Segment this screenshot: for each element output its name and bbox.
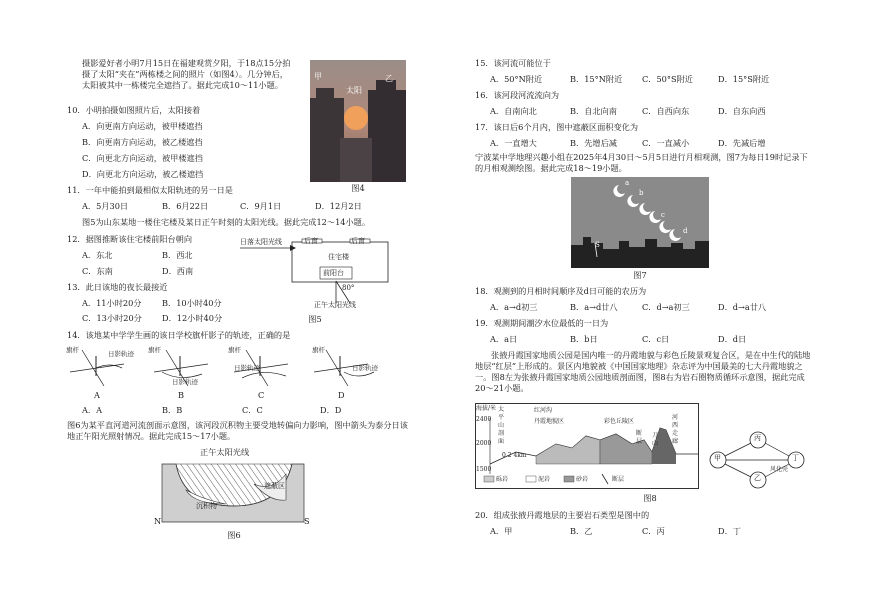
question-19: 19．观测期间潮汐水位最低的一日为: [475, 318, 609, 328]
fig6-sediment-label: 沉积物: [196, 502, 217, 510]
figure-8-profile: [475, 403, 699, 489]
q14-letter-b: B: [178, 390, 185, 400]
building-jia: [310, 98, 344, 182]
q12-option-b: B．西北: [162, 250, 193, 260]
sun: [344, 106, 368, 130]
q14-c-track: 日影轨迹: [234, 364, 260, 372]
q14-letter-d: D: [338, 390, 345, 400]
fig8-danxia-label: 丹霞地貌区: [534, 418, 565, 425]
fig6-shadow-label: 遮蔽区: [264, 482, 285, 490]
q19-option-a: A．a日: [490, 334, 518, 344]
q16-option-c: C．自西向东: [642, 106, 690, 116]
q14-b-track: 日影轨迹: [172, 378, 198, 386]
figure-8-rock-cycle: [708, 430, 808, 490]
q16-option-d: D．自东向西: [718, 106, 766, 116]
fig5-building-label: 住宅楼: [328, 253, 349, 261]
fig5-back-window-2: 后窗: [351, 237, 365, 245]
intro-paragraph-20-21: 张掖丹霞国家地质公园是国内唯一的丹霞地貌与彩色丘陵景观复合区，是在中生代的陆地地层“红层”上形成的。景区内地貌被《中国国家地理》杂志评为中国最美的七大丹霞地貌之一。图8左为张掖丹霞国家地质公园地质剖面图，图8右为岩石圈物质循环示意图，据此完成20～21小题。: [475, 350, 811, 394]
q12-option-c: C．东南: [82, 266, 113, 276]
q15-option-b: B．15°N附近: [570, 74, 623, 84]
legend-conglomerate: 砾岩: [496, 476, 509, 483]
q13-option-b: B．10小时40分: [162, 298, 222, 308]
q14-a-pole: 旗杆: [66, 346, 79, 354]
question-10: 10．小明拍摄如图照片后，太阳接着: [67, 105, 201, 115]
q20-option-b: B．乙: [570, 526, 593, 536]
q10-option-a: A．向更南方向运动，被甲楼遮挡: [82, 121, 203, 131]
moon-label-c: c: [661, 211, 665, 219]
q17-option-d: D．先减后增: [718, 138, 766, 148]
fig6-noon-label: 正午太阳光线: [200, 447, 250, 457]
q10-option-d: D．向更北方向运动，被乙楼遮挡: [82, 169, 204, 179]
q12-option-d: D．西南: [162, 266, 194, 276]
q14-letter-a: A: [94, 390, 100, 400]
moon-label-a: a: [625, 179, 630, 187]
q14-option-d: D．D: [320, 405, 342, 415]
fig8-y-2000: 2000: [476, 440, 492, 447]
fig5-noon-label: 正午太阳光线: [314, 301, 356, 309]
question-17: 17．该日后6个月内，图中遮蔽区面积变化为: [475, 122, 639, 132]
q20-option-c: C．丙: [642, 526, 665, 536]
q13-option-d: D．12小时40分: [162, 313, 223, 323]
fig4-label-yi: 乙: [385, 74, 393, 83]
q19-option-b: B．b日: [570, 334, 598, 344]
intro-paragraph-15-17: 图6为某平直河道河流剖面示意图，该河段沉积物主要受地转偏向力影响，图中箭头为泰分日该地正午阳光照射情况。据此完成15～17小题。: [67, 420, 408, 442]
fig4-label-jia: 甲: [314, 72, 322, 81]
intro-paragraph-10-11: 摄影爱好者小明7月15日在福建观赏夕阳，于18点15分拍摄了太阳“夹在”两栋楼之间的照片（如图4）。几分钟后，太阳被其中一栋楼完全遮挡了。据此完成10～11小题。: [82, 58, 291, 91]
q18-option-b: B．a→d廿八: [570, 302, 618, 312]
question-11: 11．一年中能拍到最相似太阳轨迹的另一日是: [67, 185, 233, 195]
figure-4-caption: 图4: [351, 183, 365, 193]
q17-option-a: A．一直增大: [490, 138, 537, 148]
q10-option-b: B．向更南方向运动，被乙楼遮挡: [82, 137, 203, 147]
q10-option-c: C．向更北方向运动，被甲楼遮挡: [82, 153, 203, 163]
q14-b-pole: 旗杆: [148, 346, 161, 354]
fig8-yaxis-label: 海拔/米: [476, 405, 497, 412]
q18-option-c: C．d→a初三: [642, 302, 690, 312]
q15-option-c: C．50°S附近: [642, 74, 693, 84]
fig8-y-2400: 2400: [476, 416, 492, 423]
q20-option-a: A．甲: [490, 526, 513, 536]
cycle-node-jia: 甲: [714, 454, 721, 462]
figure-8-caption: 图8: [643, 493, 657, 503]
q17-option-b: B．先增后减: [570, 138, 617, 148]
q15-option-a: A．50°N附近: [490, 74, 543, 84]
fig4-label-sun: 太阳: [346, 86, 362, 95]
moon-label-d: d: [683, 227, 688, 235]
q19-option-c: C．c日: [642, 334, 670, 344]
figure-7-caption: 图7: [633, 270, 647, 280]
q20-option-d: D．丁: [718, 526, 741, 536]
question-16: 16．该河段河流流向为: [475, 90, 560, 100]
q14-option-a: A．A: [82, 405, 103, 415]
q14-option-b: B．B: [162, 405, 183, 415]
intro-paragraph-12-14: 图5为山东某地一楼住宅楼及某日正午时刻的太阳光线。据此完成12～14小题。: [82, 217, 371, 227]
moon-a: [613, 185, 625, 197]
question-20: 20．组成张掖丹霞地层的主要岩石类型是图中的: [475, 510, 650, 520]
figure-4-photo: [310, 60, 406, 182]
q13-option-a: A．11小时20分: [82, 298, 142, 308]
figure-5-caption: 图5: [308, 314, 322, 324]
q14-a-track: 日影轨迹: [108, 350, 134, 358]
fig6-south-label: S: [304, 516, 310, 526]
figure-6-caption: 图6: [227, 530, 241, 540]
fig5-sunset-label: 日落太阳光线: [240, 238, 282, 246]
q19-option-d: D．d日: [718, 334, 747, 344]
fig5-angle-label: 80°: [342, 284, 355, 292]
fig5-back-window-1: 后窗: [304, 237, 318, 245]
fig8-daoshan-label: 刀山: [652, 432, 659, 448]
q18-option-d: D．d→a廿八: [718, 302, 767, 312]
q16-option-b: B．自北向南: [570, 106, 617, 116]
fig8-y-1500: 1500: [476, 466, 492, 473]
legend-sandstone: 砂岩: [576, 476, 589, 483]
q13-option-c: C．13小时20分: [82, 313, 142, 323]
q16-option-a: A．自南向北: [490, 106, 537, 116]
cycle-node-yi: 乙: [754, 474, 761, 482]
figure-5: [240, 233, 410, 318]
question-12: 12．据图推断该住宅楼前阳台朝向: [67, 234, 193, 244]
q15-option-d: D．15°S附近: [718, 74, 770, 84]
cycle-weathering-label: 风化壳: [770, 466, 789, 473]
cycle-node-ding: 丁: [792, 454, 799, 462]
question-14: 14．该地某中学学生画的该日学校旗杆影子的轨迹，正确的是: [67, 330, 291, 340]
cycle-node-bing: 丙: [754, 434, 761, 442]
legend-fault: 断层: [612, 476, 625, 483]
fig5-balcony-label: 前阳台: [323, 269, 344, 277]
q14-option-c: C．C: [242, 405, 263, 415]
fig8-fault-label: 断层: [636, 430, 643, 446]
q18-option-a: A．a→d初三: [490, 302, 538, 312]
q11-option-d: D．12月2日: [315, 201, 362, 211]
direction-s-label: S: [595, 241, 600, 249]
q14-diagrams: [62, 342, 382, 394]
q14-d-track: 日影轨迹: [352, 364, 378, 372]
fig8-scale-label: 0 2 4km: [502, 452, 527, 459]
fig8-hexi-label: 河西走廊: [672, 414, 679, 446]
figure-7: [571, 177, 709, 268]
q12-option-a: A．东北: [82, 250, 113, 260]
q14-d-pole: 旗杆: [312, 346, 325, 354]
fig8-redriver-label: 红河沟: [534, 407, 553, 414]
fig8-colorful-label: 彩色丘陵区: [604, 418, 635, 425]
q11-option-c: C．9月1日: [240, 201, 282, 211]
city-skyline: [571, 237, 709, 268]
q11-option-a: A．5月30日: [82, 201, 129, 211]
intro-paragraph-18-19: 宁波某中学地理兴趣小组在2025年4月30日～5月5日进行月相观测，图7为每日19时记录下的月相观测绘图。据此完成18～19小题。: [475, 152, 808, 174]
question-15: 15．该河流可能位于: [475, 58, 551, 68]
q11-option-b: B．6月22日: [162, 201, 209, 211]
q17-option-c: C．一直减小: [642, 138, 690, 148]
figure-6: [154, 444, 314, 532]
building-yi: [368, 90, 406, 182]
q14-c-pole: 旗杆: [228, 346, 241, 354]
question-18: 18．观测到的月相时间顺序及d日可能的农历为: [475, 286, 647, 296]
fig8-taipingshan-label: 太平山剖面: [498, 406, 505, 446]
legend-mudstone: 泥岩: [538, 476, 551, 483]
question-13: 13．此日该地的夜长最接近: [67, 282, 168, 292]
moon-label-b: b: [639, 189, 644, 197]
q14-letter-c: C: [258, 390, 265, 400]
fig6-north-label: N: [154, 516, 162, 526]
